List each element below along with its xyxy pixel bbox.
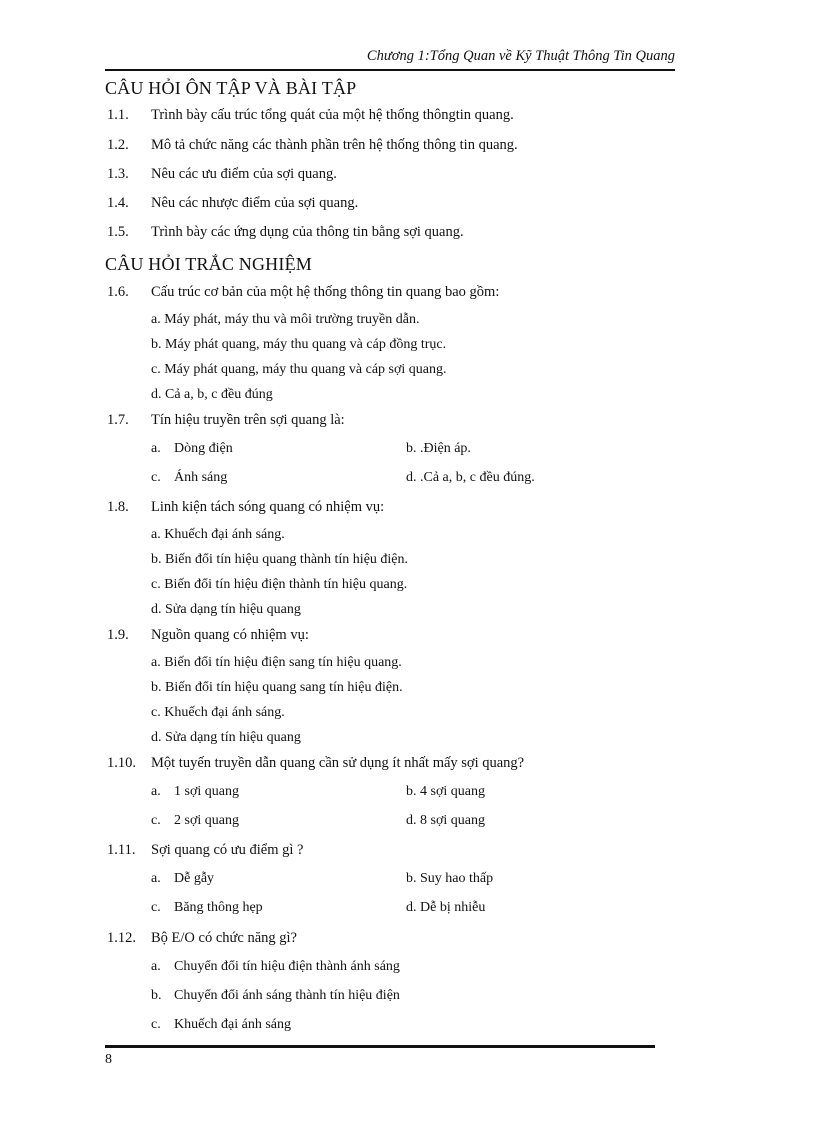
answer-option: b. Biến đổi tín hiệu quang thành tín hiệu điện. — [151, 552, 409, 567]
question-text: Linh kiện tách sóng quang có nhiệm vụ: — [151, 499, 385, 515]
question-text: Tín hiệu truyền trên sợi quang là: — [151, 412, 345, 428]
review-item-number: 1.5. — [107, 224, 129, 240]
option-text: Chuyển đổi ánh sáng thành tín hiệu điện — [174, 988, 400, 1003]
option-letter: c. — [151, 900, 161, 915]
answer-option: b. Biến đổi tín hiệu quang sang tín hiệu điện. — [151, 680, 403, 695]
option-text: 1 sợi quang — [174, 784, 239, 799]
review-heading: CÂU HỎI ÔN TẬP VÀ BÀI TẬP — [105, 78, 357, 98]
quiz-heading: CÂU HỎI TRẮC NGHIỆM — [105, 254, 312, 274]
answer-option: a. Khuếch đại ánh sáng. — [151, 527, 285, 542]
review-item-number: 1.4. — [107, 195, 129, 211]
review-item-number: 1.1. — [107, 107, 129, 123]
option-letter: b. — [151, 988, 162, 1003]
option-letter: c. — [151, 1017, 161, 1032]
header-rule — [105, 69, 675, 71]
question-text: Một tuyến truyền dẫn quang cần sử dụng ít nhất mấy sợi quang? — [151, 755, 525, 771]
question-number: 1.11. — [107, 842, 136, 858]
question-number: 1.6. — [107, 284, 129, 300]
answer-option: d. Sửa dạng tín hiệu quang — [151, 730, 301, 745]
answer-option — [151, 784, 239, 800]
answer-option — [151, 470, 227, 486]
answer-option: d. Cả a, b, c đều đúng — [151, 387, 273, 402]
answer-option — [151, 871, 214, 887]
question-number: 1.9. — [107, 627, 129, 643]
review-item-text: Mô tả chức năng các thành phần trên hệ thống thông tin quang. — [151, 137, 518, 153]
question-text: Bộ E/O có chức năng gì? — [151, 930, 297, 946]
answer-option: b. 4 sợi quang — [406, 784, 485, 799]
option-text: Băng thông hẹp — [174, 900, 263, 915]
answer-option — [151, 813, 239, 829]
page-number: 8 — [105, 1052, 112, 1067]
option-text: Dòng điện — [174, 441, 233, 456]
answer-option — [151, 1017, 291, 1033]
option-text: Ánh sáng — [174, 470, 228, 485]
answer-option: c. Khuếch đại ánh sáng. — [151, 705, 285, 720]
answer-option: b. Máy phát quang, máy thu quang và cáp đồng trục. — [151, 337, 447, 352]
answer-option — [151, 959, 400, 975]
option-text: Dễ gẫy — [174, 871, 215, 886]
answer-option: d. .Cả a, b, c đều đúng. — [406, 470, 535, 485]
review-item-text: Trình bày các ứng dụng của thông tin bằng sợi quang. — [151, 224, 464, 240]
question-number: 1.12. — [107, 930, 136, 946]
answer-option: c. Biến đổi tín hiệu điện thành tín hiệu quang. — [151, 577, 408, 592]
answer-option: d. Dễ bị nhiễu — [406, 900, 486, 915]
review-item-number: 1.2. — [107, 137, 129, 153]
question-text: Cấu trúc cơ bản của một hệ thống thông tin quang bao gồm: — [151, 284, 500, 300]
answer-option: d. 8 sợi quang — [406, 813, 485, 828]
review-item-number: 1.3. — [107, 166, 129, 182]
answer-option: a. Máy phát, máy thu và môi trường truyền dẫn. — [151, 312, 420, 327]
answer-option: a. Biến đổi tín hiệu điện sang tín hiệu quang. — [151, 655, 402, 670]
question-number: 1.7. — [107, 412, 129, 428]
question-text: Sợi quang có ưu điểm gì ? — [151, 842, 304, 858]
review-item-text: Trình bày cấu trúc tổng quát của một hệ thống thôngtin quang. — [151, 107, 514, 123]
option-letter: a. — [151, 959, 161, 974]
option-letter: a. — [151, 784, 161, 799]
footer-rule — [105, 1045, 655, 1048]
question-text: Nguồn quang có nhiệm vụ: — [151, 627, 309, 643]
answer-option — [151, 900, 263, 916]
option-letter: a. — [151, 871, 161, 886]
answer-option: c. Máy phát quang, máy thu quang và cáp sợi quang. — [151, 362, 447, 377]
question-number: 1.8. — [107, 499, 129, 515]
answer-option: b. Suy hao thấp — [406, 871, 494, 886]
option-letter: c. — [151, 470, 161, 485]
question-number: 1.10. — [107, 755, 136, 771]
option-letter: c. — [151, 813, 161, 828]
option-text: Khuếch đại ánh sáng — [174, 1017, 292, 1032]
option-letter: a. — [151, 441, 161, 456]
review-item-text: Nêu các nhược điểm của sợi quang. — [151, 195, 359, 211]
answer-option — [151, 988, 400, 1004]
running-header: Chương 1:Tổng Quan về Kỹ Thuật Thông Tin Quang — [366, 48, 675, 64]
review-item-text: Nêu các ưu điểm của sợi quang. — [151, 166, 337, 182]
option-text: Chuyển đổi tín hiệu điện thành ánh sáng — [174, 959, 400, 974]
answer-option: b. .Điện áp. — [406, 441, 471, 456]
answer-option — [151, 441, 233, 457]
answer-option: d. Sửa dạng tín hiệu quang — [151, 602, 301, 617]
option-text: 2 sợi quang — [174, 813, 239, 828]
